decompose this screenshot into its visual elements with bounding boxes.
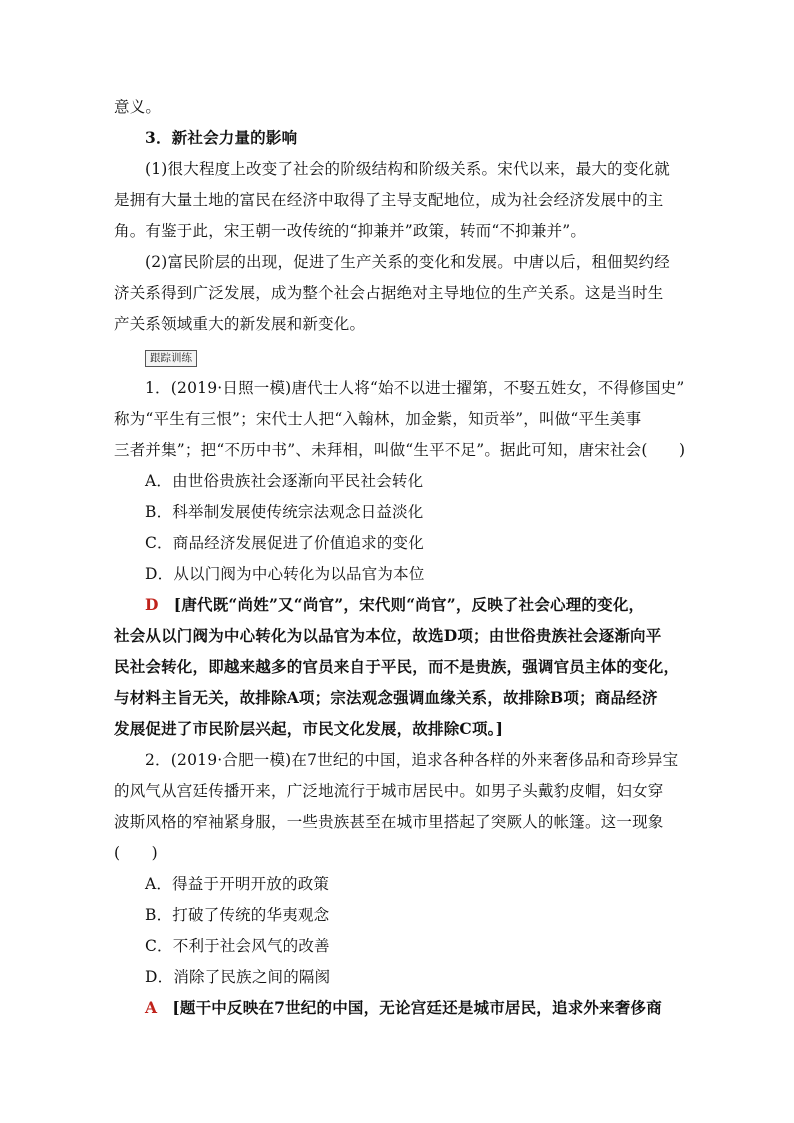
paragraph-2-line: (2)富民阶层的出现，促进了生产关系的变化和发展。中唐以后，租佃契约经: [145, 253, 670, 271]
question-1-option-c: C．商品经济发展促进了价值追求的变化: [145, 534, 424, 552]
answer-explanation-line: 民社会转化，即越来越多的官员来自于平民，而不是贵族，强调官员主体的变化，: [114, 657, 680, 676]
continuation-line: 意义。: [114, 98, 162, 116]
question-2-option-d: D．消除了民族之间的隔阂: [145, 968, 331, 986]
answer-explanation-line: 发展促进了市民阶层兴起，市民文化发展，故排除C项。]: [114, 719, 504, 738]
answer-explanation-line: 与材料主旨无关，故排除A项；宗法观念强调血缘关系，故排除B项；商品经济: [114, 688, 658, 707]
question-2-stem: 的风气从宫廷传播开来，广泛地流行于城市居民中。如男子头戴豹皮帽，妇女穿: [114, 782, 664, 800]
paragraph-1-line: (1)很大程度上改变了社会的阶级结构和阶级关系。宋代以来，最大的变化就: [145, 160, 670, 178]
question-1-stem: 称为“平生有三恨”；宋代士人把“入翰林，加金紫，知贡举”，叫做“平生美事: [114, 410, 642, 428]
question-1-option-b: B．科举制发展使传统宗法观念日益淡化: [145, 503, 424, 521]
section-heading: 3．新社会力量的影响: [145, 128, 298, 147]
paragraph-2-line: 产关系领域重大的新发展和新变化。: [114, 315, 366, 333]
question-2-stem: ( ): [114, 844, 158, 862]
answer-explanation-line: 社会从以门阀为中心转化为以品官为本位，故选D项；由世俗贵族社会逐渐向平: [114, 626, 662, 645]
question-2-option-b: B．打破了传统的华夷观念: [145, 906, 330, 924]
answer-letter: D: [145, 595, 159, 614]
question-1-stem: 1．(2019·日照一模)唐代士人将“始不以进士擢第，不娶五姓女，不得修国史”: [145, 379, 685, 397]
question-1-stem: 三者并集”；把“不历中书”、未拜相，叫做“生平不足”。据此可知，唐宋社会( ): [114, 441, 686, 459]
question-2-option-a: A．得益于开明开放的政策: [145, 875, 330, 893]
practice-badge: 跟踪训练: [145, 350, 197, 367]
paragraph-2-line: 济关系得到广泛发展，成为整个社会占据绝对主导地位的生产关系。这是当时生: [114, 284, 664, 302]
answer-explanation: [唐代既“尚姓”又“尚官”，宋代则“尚官”，反映了社会心理的变化，: [173, 595, 645, 614]
answer-explanation: [题干中反映在7世纪的中国，无论宫廷还是城市居民，追求外来奢侈商: [172, 998, 662, 1017]
question-2-answer: [145, 997, 662, 1019]
question-1-option-d: D．从以门阀为中心转化为以品官为本位: [145, 565, 425, 583]
question-2-stem: 2．(2019·合肥一模)在7世纪的中国，追求各种各样的外来奢侈品和奇珍异宝: [145, 751, 679, 769]
question-2-stem: 波斯风格的窄袖紧身服，一些贵族甚至在城市里搭起了突厥人的帐篷。这一现象: [114, 813, 664, 831]
answer-letter: A: [145, 998, 158, 1017]
question-2-option-c: C．不利于社会风气的改善: [145, 937, 330, 955]
question-1-option-a: A．由世俗贵族社会逐渐向平民社会转化: [145, 472, 424, 490]
question-1-answer: [145, 594, 644, 616]
paragraph-1-line: 角。有鉴于此，宋王朝一改传统的“抑兼并”政策，转而“不抑兼并”。: [114, 222, 587, 240]
paragraph-1-line: 是拥有大量土地的富民在经济中取得了主导支配地位，成为社会经济发展中的主: [114, 191, 664, 209]
